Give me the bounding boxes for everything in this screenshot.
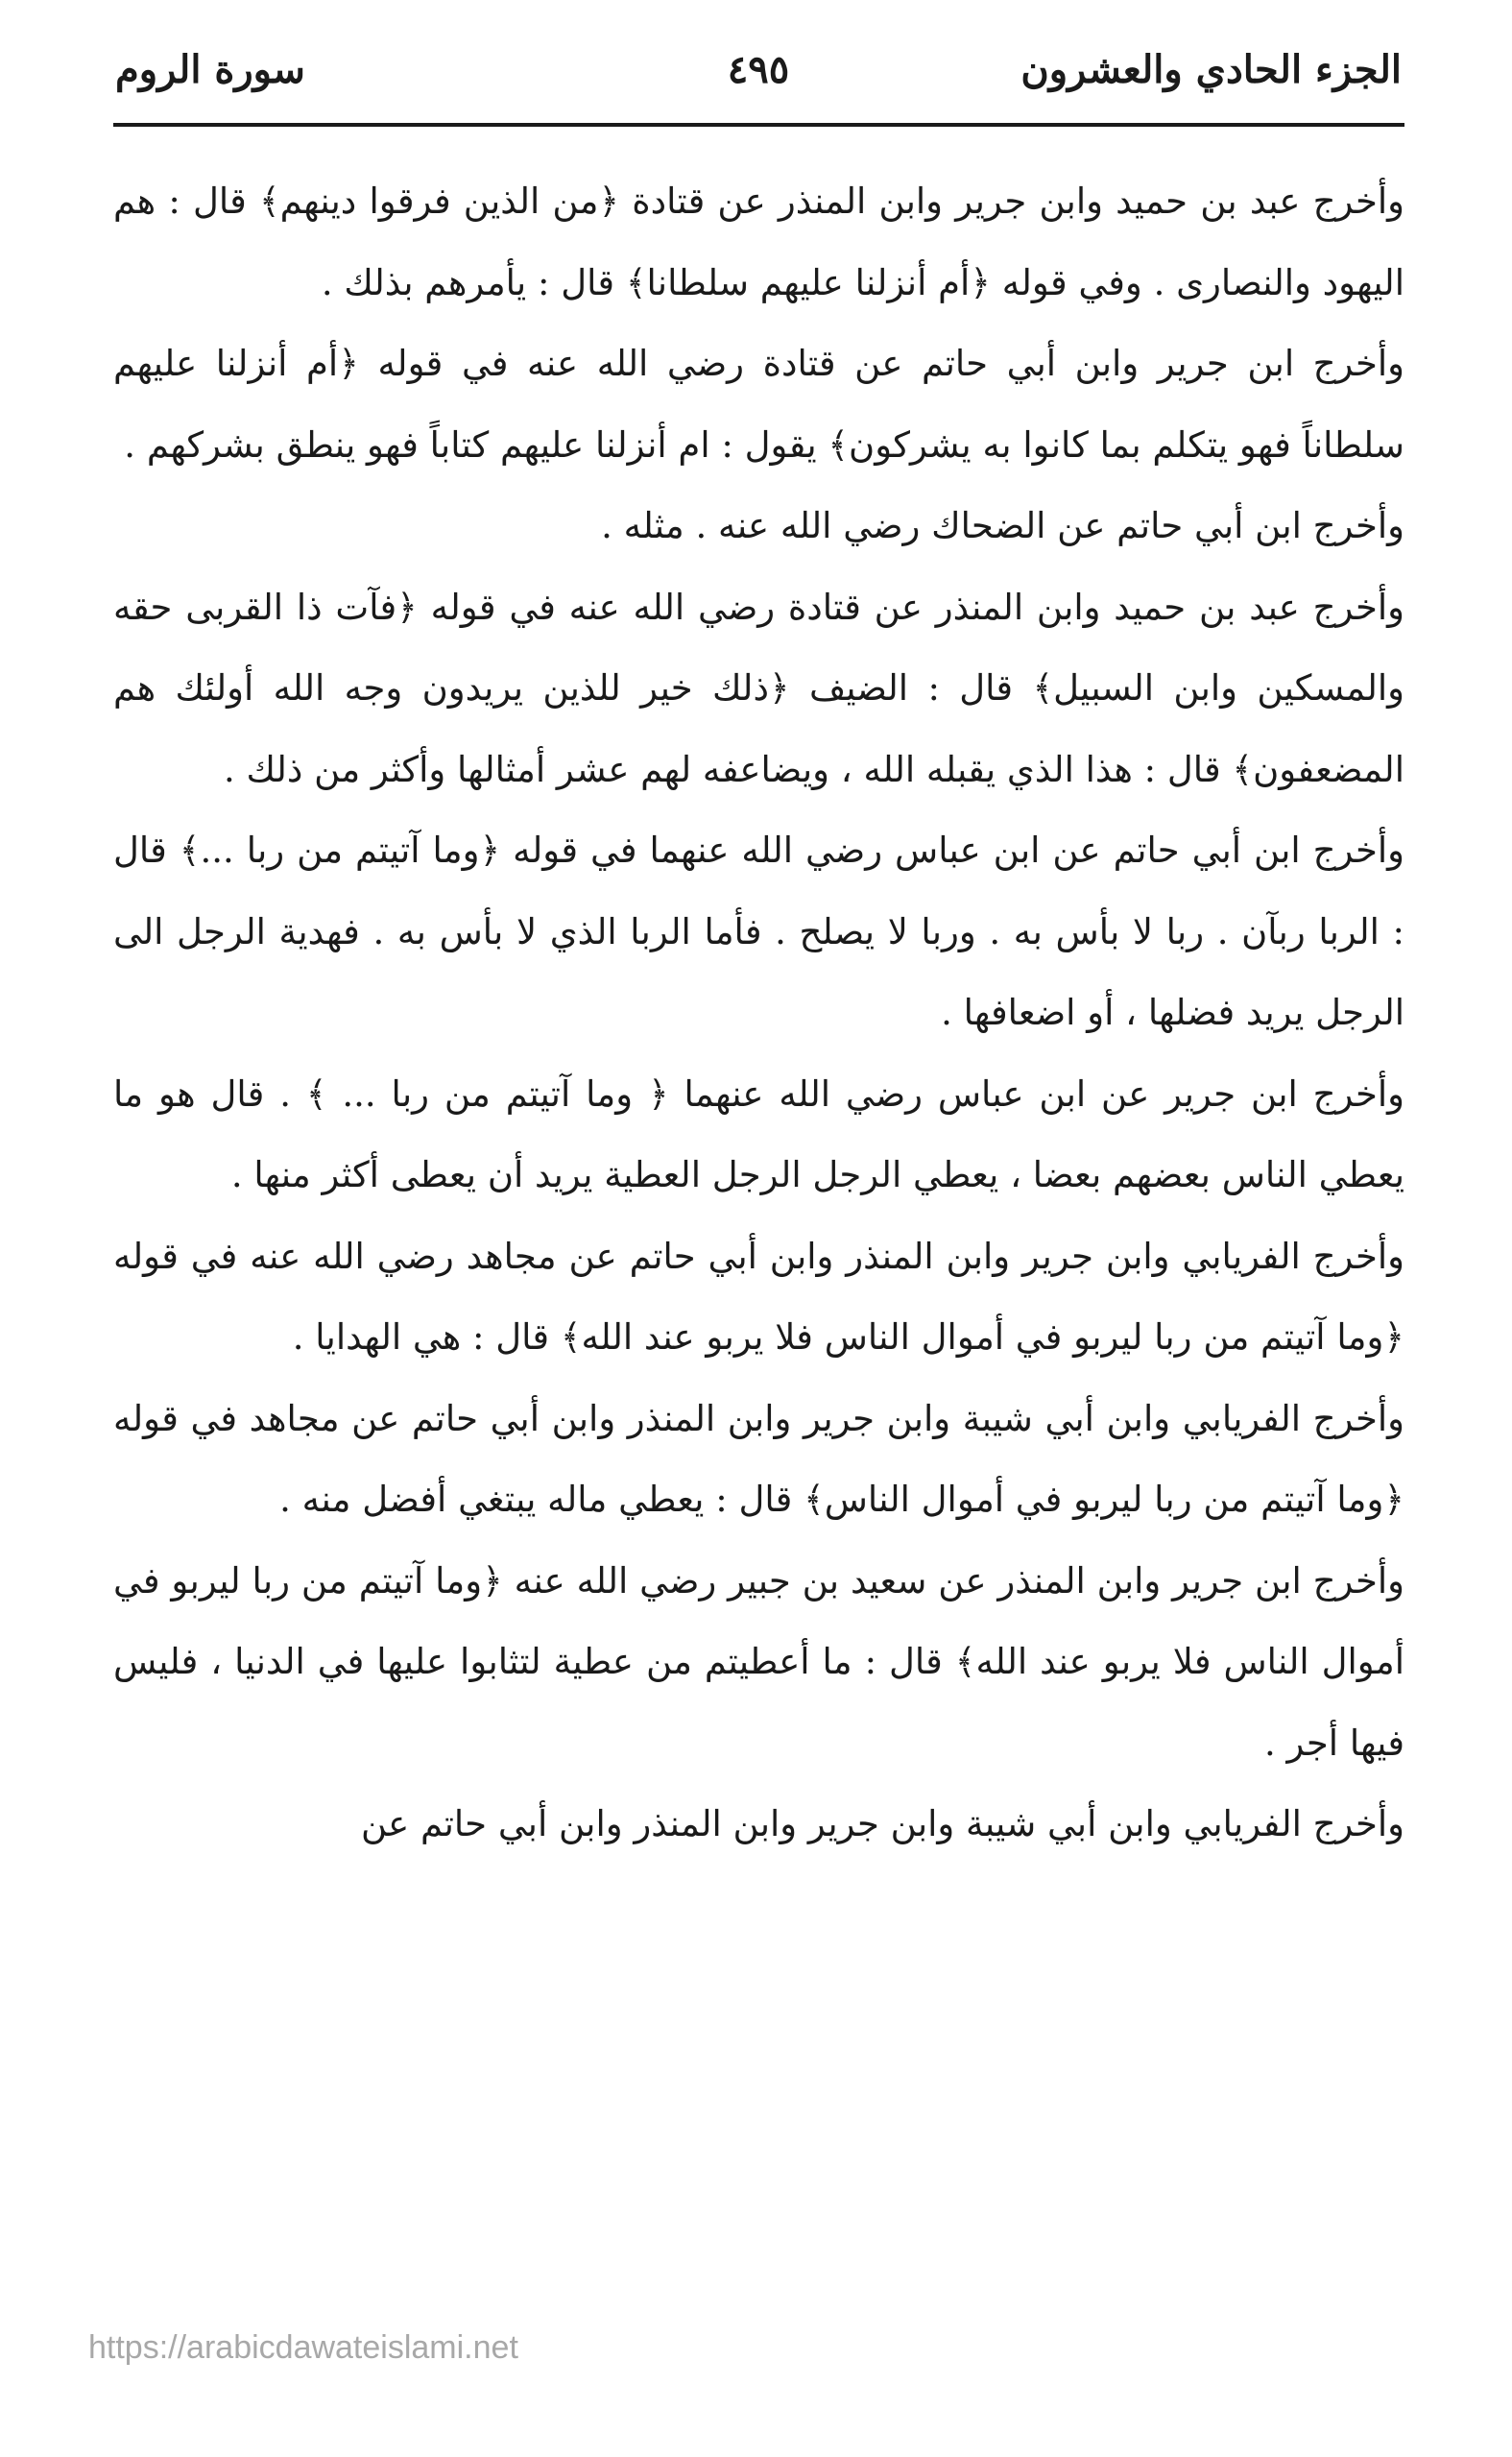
part-title: الجزء الحادي والعشرون [1020,47,1402,92]
paragraph: وأخرج ابن جرير عن ابن عباس رضي الله عنهما ﴿ وما آتيتم من ربا ... ﴾ . قال هو ما يعطي الناس بعضهم بعضا ، يعطي الرجل الرجل العطية يريد أن يعطى أكثر منها . [113,1072,1404,1195]
paragraph: وأخرج الفريابي وابن أبي شيبة وابن جرير وابن المنذر وابن أبي حاتم عن [360,1803,1404,1844]
paragraph: وأخرج عبد بن حميد وابن المنذر عن قتادة رضي الله عنه في قوله ﴿فآت ذا القربى حقه والمسكين وابن السبيل﴾ قال : الضيف ﴿ذلك خير للذين يريدون وجه الله أولئك هم المضعفون﴾ قال : هذا الذي يقبله الله ، ويضاعفه لهم عشر أمثالها وأكثر من ذلك . [113,586,1404,790]
header-divider [113,123,1404,127]
paragraph: وأخرج ابن جرير وابن أبي حاتم عن قتادة رضي الله عنه في قوله ﴿أم أنزلنا عليهم سلطاناً فهو يتكلم بما كانوا به يشركون﴾ يقول : ام أنزلنا عليهم كتاباً فهو ينطق بشركهم . [113,343,1404,466]
page-body [113,161,1404,1866]
paragraph: وأخرج الفريابي وابن جرير وابن المنذر وابن أبي حاتم عن مجاهد رضي الله عنه في قوله ﴿وما آتيتم من ربا ليربو في أموال الناس فلا يربو عند الله﴾ قال : هي الهدايا . [113,1235,1404,1358]
paragraph: وأخرج الفريابي وابن أبي شيبة وابن جرير وابن المنذر وابن أبي حاتم عن مجاهد في قوله ﴿وما آتيتم من ربا ليربو في أموال الناس﴾ قال : يعطي ماله يبتغي أفضل منه . [113,1397,1404,1520]
paragraph: وأخرج عبد بن حميد وابن جرير وابن المنذر عن قتادة ﴿من الذين فرقوا دينهم﴾ قال : هم اليهود والنصارى . وفي قوله ﴿أم أنزلنا عليهم سلطانا﴾ قال : يأمرهم بذلك . [113,181,1404,303]
page-number: ٤٩٥ [727,47,790,92]
paragraph: وأخرج ابن جرير وابن المنذر عن سعيد بن جبير رضي الله عنه ﴿وما آتيتم من ربا ليربو في أموال الناس فلا يربو عند الله﴾ قال : ما أعطيتم من عطية لتثابوا عليها في الدنيا ، فليس فيها أجر . [113,1559,1404,1764]
paragraph: وأخرج ابن أبي حاتم عن ابن عباس رضي الله عنهما في قوله ﴿وما آتيتم من ربا ...﴾ قال : الربا ربآن . ربا لا بأس به . وربا لا يصلح . فأما الربا الذي لا بأس به . فهدية الرجل الى الرجل يريد فضلها ، أو اضعافها . [113,830,1404,1033]
watermark-url: https://arabicdawateislami.net [88,2329,518,2366]
surah-title: سورة الروم [115,47,305,92]
paragraph: وأخرج ابن أبي حاتم عن الضحاك رضي الله عنه . مثله . [601,505,1404,546]
running-header [115,36,1402,104]
